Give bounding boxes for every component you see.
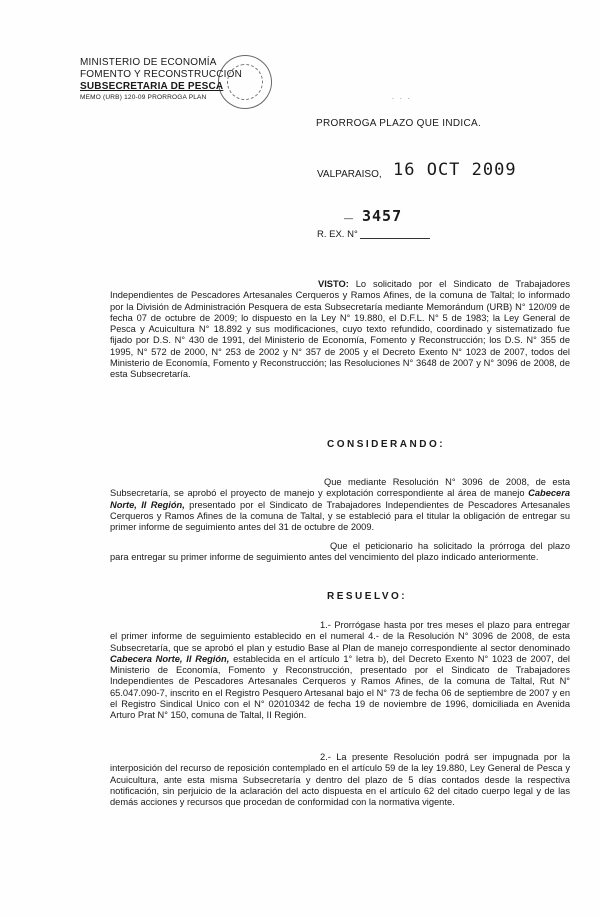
considerando-paragraph-2: Que el peticionario ha solicitado la prórroga del plazo para entregar su primer informe de seguimiento antes del vencimiento del plazo indicado anteriormente.	[110, 541, 570, 563]
visto-text: Lo solicitado por el Sindicato de Trabajadores Independientes de Pescadores Artesanales Cerqueros y Ramos Afines, de la comuna de Taltal; lo informado por la División de Administración Pesquera de esta Subsecretaría mediante Memorándum (URB) N° 120/09 de fecha 07 de octubre de 2009; lo dispuesto en la Ley N° 19.880, el D.F.L. N° 5 de 1983; la Ley General de Pesca y Acuicultura N° 18.892 y sus modificaciones, cuyo texto refundido, coordinado y sistematizado fue fijado por D.S. N° 430 de 1991, del Ministerio de Economía, Fomento y Reconstrucción; los D.S. N° 355 de 1995, N° 572 de 2000, N° 253 de 2002 y N° 357 de 2005 y el Decreto Exento N° 1023 de 2007, todos del Ministerio de Economía, Fomento y Reconstrucción; las Resoluciones N° 3648 de 2007 y N° 3096 de 2008, de esta Subsecretaría.	[110, 279, 570, 380]
memo-reference: MEMO (URB) 120-09 PRORROGA PLAN	[80, 94, 207, 101]
resolution-underline	[360, 238, 430, 239]
place-label: VALPARAISO,	[317, 169, 382, 180]
ministry-subtitle: FOMENTO Y RECONSTRUCCION	[80, 69, 243, 80]
document-subject: PRORROGA PLAZO QUE INDICA.	[316, 118, 482, 129]
resolution-label: R. EX. N°	[317, 229, 358, 240]
resuelvo-paragraph-1: 1.- Prorrógase hasta por tres meses el plazo para entregar el primer informe de seguimiento establecido en el numeral 4.- de la Resolución N° 3096 de 2008, de esta Subsecretaría, que se aprobó el plan y estudio Base al Plan de manejo correspondiente al sector denominado Cabecera Norte, II Región, establecida en el artículo 1° letra b), del Decreto Exento N° 1023 de 2007, del Ministerio de Economía, Fomento y Reconstrucción, presentado por el Sindicato de Trabajadores Independientes de Pescadores Artesanales Cerqueros y Ramos Afines, de la comuna de Taltal, Rut N° 65.047.090-7, inscrito en el Registro Pesquero Artesanal bajo el N° 73 de fecha 06 de septiembre de 2007 y en el Registro Sindical Unico con el N° 02010342 de fecha 19 de noviembre de 1996, domiciliada en Avenida Arturo Prat N° 150, comuna de Taltal, II Región.	[110, 620, 570, 721]
considerando-paragraph-1: Que mediante Resolución N° 3096 de 2008, de esta Subsecretaría, se aprobó el proyecto de manejo y explotación correspondiente al área de manejo Cabecera Norte, II Región, presentado por el Sindicato de Trabajadores Independientes de Pescadores Artesanales Cerqueros y Ramos Afines de la comuna de Taltal, y se estableció para el titular la obligación de entregar su primer informe de seguimiento antes del 31 de octubre de 2009.	[110, 477, 570, 533]
resuelvo-heading: RESUELVO:	[327, 591, 408, 602]
ministry-name: MINISTERIO DE ECONOMÍA	[80, 57, 217, 68]
resolution-dash: —	[344, 213, 353, 223]
document-date: 16 OCT 2009	[393, 160, 517, 180]
visto-label: VISTO:	[318, 279, 349, 289]
resolution-number: 3457	[362, 207, 403, 225]
visto-paragraph	[110, 279, 570, 381]
top-mark: . . .	[392, 94, 412, 101]
subsecretariat-name: SUBSECRETARIA DE PESCA	[80, 81, 224, 92]
resuelvo-paragraph-2: 2.- La presente Resolución podrá ser impugnada por la interposición del recurso de reposición contemplado en el artículo 59 de la ley 19.880, Ley General de Pesca y Acuicultura, ante esta misma Subsecretaría y dentro del plazo de 5 días contados desde la respectiva notificación, sin perjuicio de la aclaración del acto dispuesta en el artículo 62 del citado cuerpo legal y de las demás acciones y recursos que procedan de conformidad con la normativa vigente.	[110, 752, 570, 808]
considerando-heading: CONSIDERANDO:	[327, 439, 446, 450]
